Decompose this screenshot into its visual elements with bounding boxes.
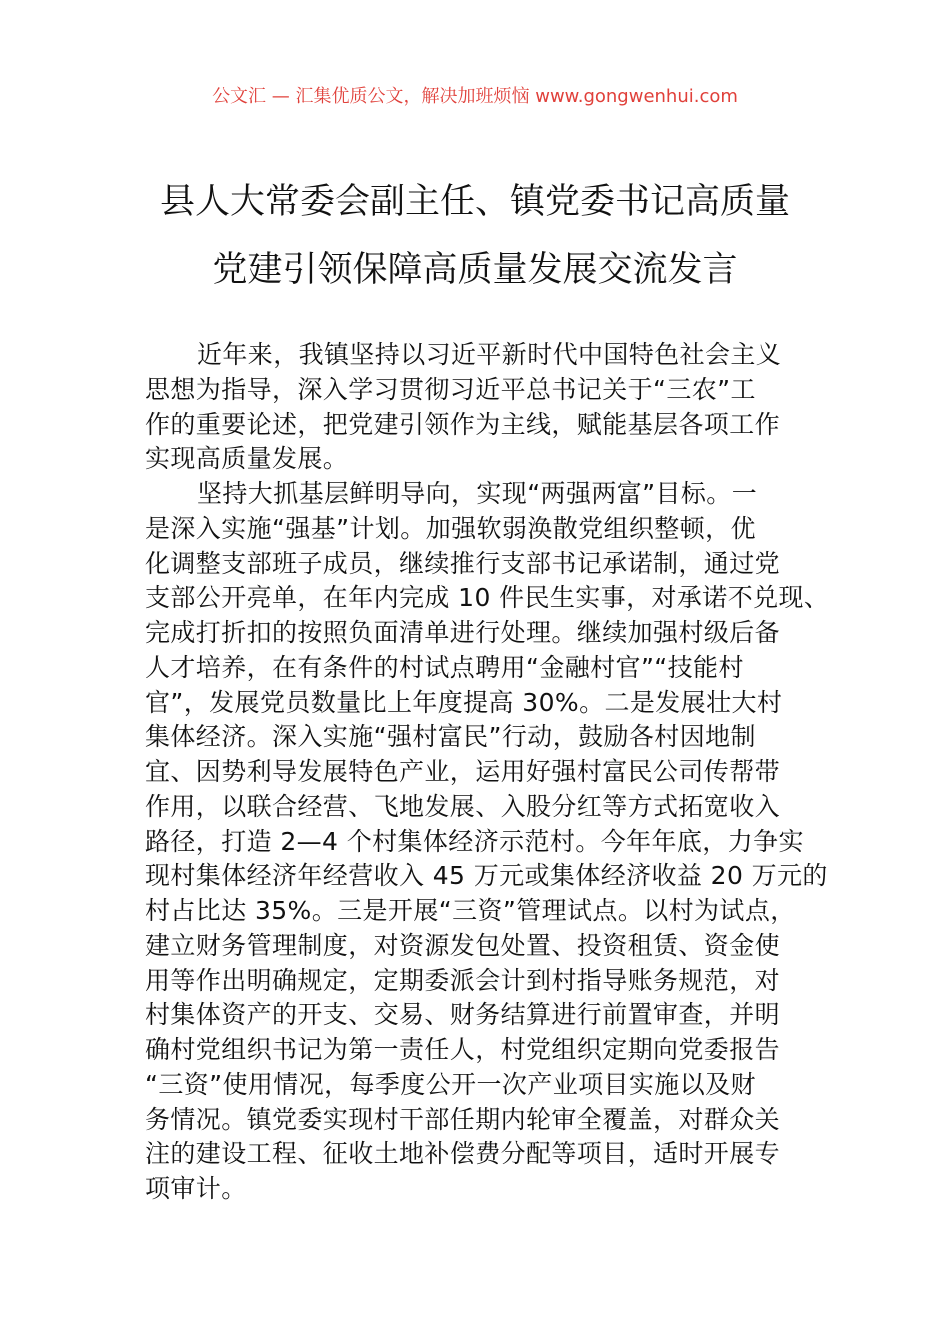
- paragraph: [145, 477, 830, 1207]
- paragraph-line: 务情况。镇党委实现村干部任期内轮审全覆盖，对群众关: [145, 1104, 781, 1134]
- paragraph-line: 人才培养，在有条件的村试点聘用“金融村官”“技能村: [145, 652, 744, 682]
- paragraph-line: 完成打折扣的按照负面清单进行处理。继续加强村级后备: [145, 618, 781, 647]
- paragraph-line: 近年来，我镇坚持以习近平新时代中国特色社会主义: [197, 340, 782, 369]
- paragraph-line: 村占比达 35%。三是开展“三资”管理试点。以村为试点，: [145, 896, 796, 925]
- site-banner: 公文汇 — 汇集优质公文，解决加班烦恼 www.gongwenhui.com: [212, 86, 738, 107]
- paragraph-line: 项审计。: [145, 1174, 247, 1203]
- paragraph-line: 建立财务管理制度，对资源发包处置、投资租赁、资金使: [145, 930, 781, 960]
- document-title-line-1: 县人大常委会副主任、镇党委书记高质量: [159, 182, 790, 222]
- paragraph: [145, 338, 825, 477]
- paragraph-line: 是深入实施“强基”计划。加强软弱涣散党组织整顿，优: [145, 513, 756, 543]
- paragraph-line: 作的重要论述，把党建引领作为主线，赋能基层各项工作: [145, 409, 781, 439]
- paragraph-line: 注的建设工程、征收土地补偿费分配等项目，适时开展专: [145, 1139, 781, 1169]
- paragraph-line: 实现高质量发展。: [145, 444, 349, 474]
- paragraph-line: 村集体资产的开支、交易、财务结算进行前置审查，并明: [145, 1000, 781, 1030]
- paragraph-line: 用等作出明确规定，定期委派会计到村指导账务规范，对: [145, 965, 781, 995]
- paragraph-line: 集体经济。深入实施“强村富民”行动，鼓励各村因地制: [145, 722, 756, 752]
- document-body: [145, 338, 830, 1207]
- paragraph-line: 宜、因势利导发展特色产业，运用好强村富民公司传帮带: [145, 757, 781, 786]
- paragraph-line: “三资”使用情况，每季度公开一次产业项目实施以及财: [145, 1069, 756, 1099]
- paragraph-line: 坚持大抓基层鲜明导向，实现“两强两富”目标。一: [197, 479, 758, 508]
- paragraph-line: 思想为指导，深入学习贯彻习近平总书记关于“三农”工: [145, 374, 756, 404]
- document-title-line-2: 党建引领保障高质量发展交流发言: [212, 250, 738, 290]
- paragraph-line: 支部公开亮单，在年内完成 10 件民生实事，对承诺不兑现、: [145, 583, 830, 613]
- paragraph-line: 作用，以联合经营、飞地发展、入股分红等方式拓宽收入: [145, 791, 781, 821]
- paragraph-line: 确村党组织书记为第一责任人，村党组织定期向党委报告: [145, 1035, 781, 1064]
- paragraph-line: 路径，打造 2—4 个村集体经济示范村。今年年底，力争实: [145, 826, 804, 856]
- paragraph-line: 化调整支部班子成员，继续推行支部书记承诺制，通过党: [145, 548, 781, 578]
- paragraph-line: 官”，发展党员数量比上年度提高 30%。二是发展壮大村: [145, 687, 783, 717]
- paragraph-line: 现村集体经济年经营收入 45 万元或集体经济收益 20 万元的: [145, 861, 828, 891]
